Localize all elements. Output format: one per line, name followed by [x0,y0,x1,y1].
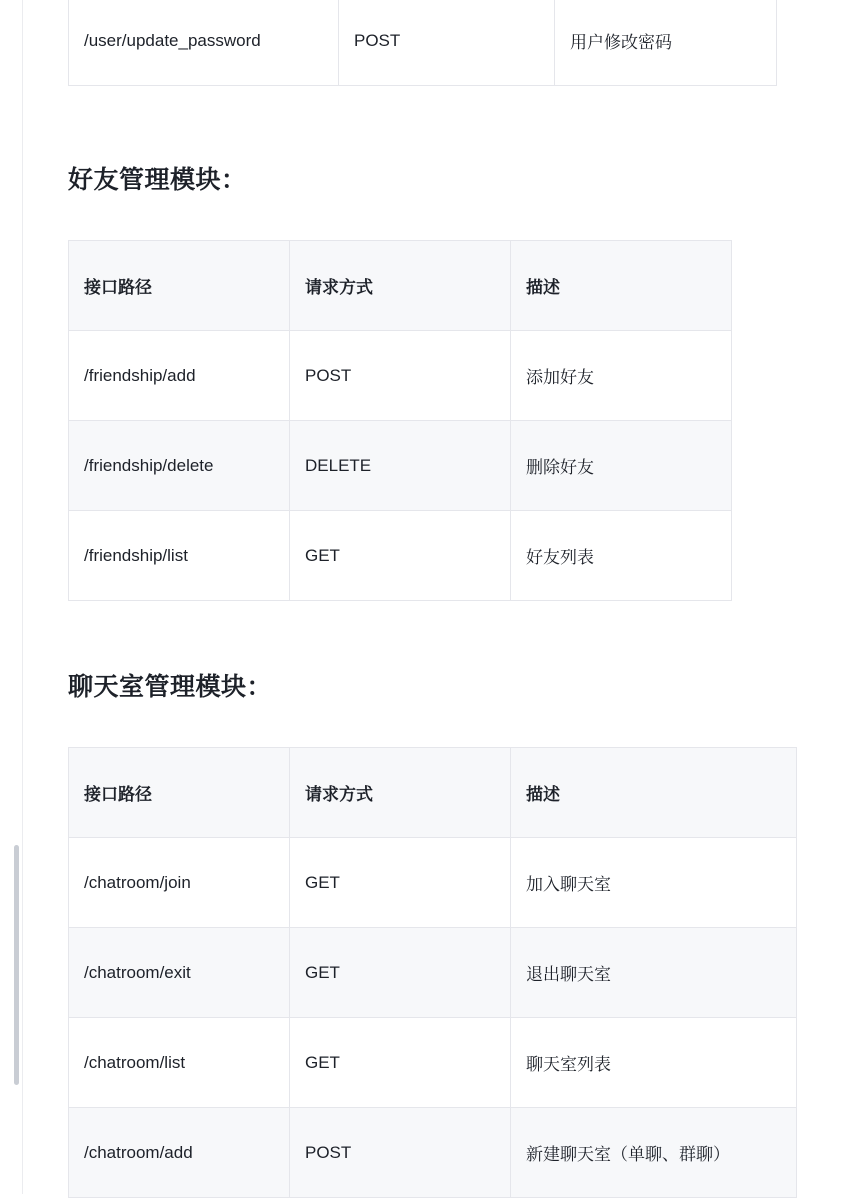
friend-module-heading: 好友管理模块： [68,166,247,194]
table-row [69,928,797,1018]
api-desc-cell: 用户修改密码 [555,0,777,86]
api-path-cell: /user/update_password [69,0,339,86]
chatroom-module-table [68,747,797,1198]
api-desc-cell: 新建聊天室（单聊、群聊） [511,1108,797,1198]
api-desc-cell: 退出聊天室 [511,928,797,1018]
table-row [69,511,732,601]
api-path-cell: /chatroom/add [69,1108,290,1198]
api-method-cell: POST [290,331,511,421]
api-path-cell: /chatroom/join [69,838,290,928]
api-method-cell: GET [290,511,511,601]
friend-module-table [68,240,732,601]
table-header-row [69,748,797,838]
api-method-cell: DELETE [290,421,511,511]
chatroom-module-table-container [68,747,797,1198]
table-row [69,331,732,421]
column-header-path: 接口路径 [69,748,290,838]
api-path-cell: /friendship/list [69,511,290,601]
api-desc-cell: 聊天室列表 [511,1018,797,1108]
api-desc-cell: 好友列表 [511,511,732,601]
table-row [69,838,797,928]
api-desc-cell: 加入聊天室 [511,838,797,928]
table-header-row [69,241,732,331]
column-header-desc: 描述 [511,748,797,838]
column-header-method: 请求方式 [290,748,511,838]
chatroom-module-heading: 聊天室管理模块： [68,673,273,701]
user-module-table [68,0,777,86]
table-row [69,0,777,86]
table-row [69,421,732,511]
column-header-path: 接口路径 [69,241,290,331]
api-path-cell: /chatroom/list [69,1018,290,1108]
page-scrollbar-thumb[interactable] [14,845,19,1085]
api-method-cell: POST [339,0,555,86]
friend-module-table-container [68,240,732,601]
user-module-table-container [68,0,777,86]
table-row [69,1018,797,1108]
api-method-cell: POST [290,1108,511,1198]
api-desc-cell: 删除好友 [511,421,732,511]
column-header-method: 请求方式 [290,241,511,331]
api-path-cell: /friendship/add [69,331,290,421]
api-path-cell: /friendship/delete [69,421,290,511]
table-row [69,1108,797,1198]
page-left-rule [22,0,23,1194]
column-header-desc: 描述 [511,241,732,331]
api-desc-cell: 添加好友 [511,331,732,421]
api-method-cell: GET [290,838,511,928]
api-method-cell: GET [290,1018,511,1108]
api-path-cell: /chatroom/exit [69,928,290,1018]
api-method-cell: GET [290,928,511,1018]
